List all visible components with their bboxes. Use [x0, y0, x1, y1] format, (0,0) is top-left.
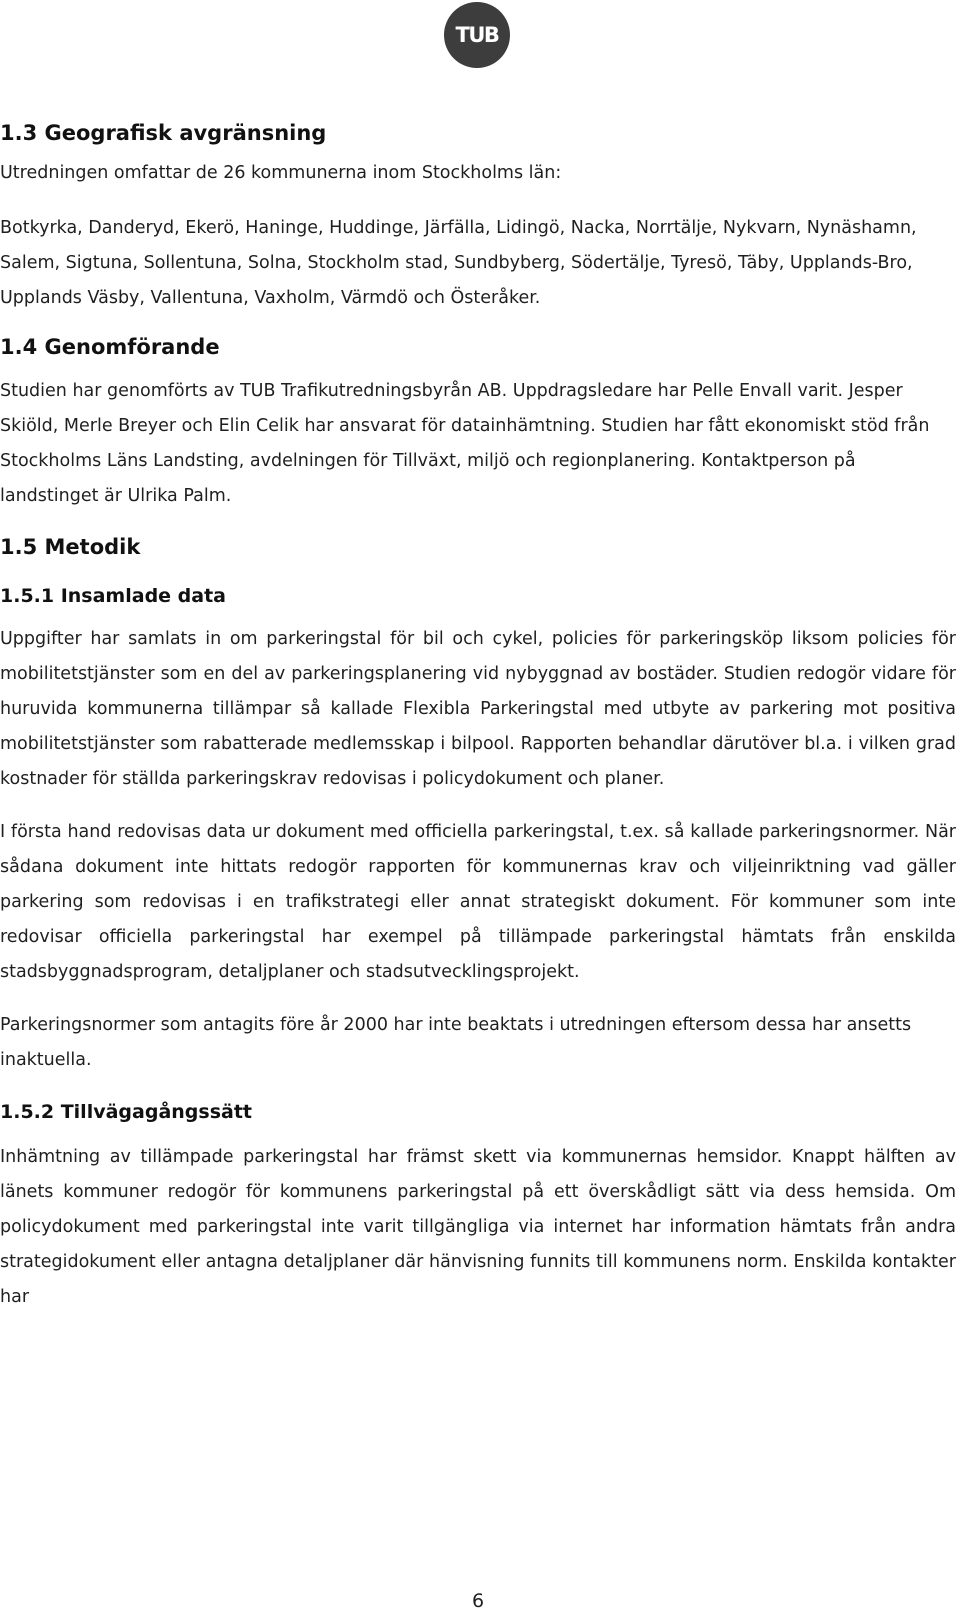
tub-logo: [444, 2, 510, 68]
paragraph-procedure: Inhämtning av tillämpade parkeringstal har främst skett via kommunernas hemsidor. Knappt hälften av länets kommuner redogör för kommunens parkeringstal på ett överskådligt sätt via dess hemsida. Om policydokument med parkeringstal inte varit tillgängliga via internet har information hämtats från andra strategidokument eller antagna detaljplaner där hänvisning funnits till kommunens norm. Enskilda kontakter har: [0, 1147, 956, 1307]
paragraph-collected-data-3: Parkeringsnormer som antagits före år 2000 har inte beaktats i utredningen eftersom dessa har ansetts inaktuella.: [0, 1015, 912, 1070]
heading-1-5-2: 1.5.2 Tillvägagångssätt: [0, 1101, 252, 1123]
logo-text: TUB: [455, 23, 499, 47]
document-body: [0, 118, 956, 1315]
paragraph-scope-intro: Utredningen omfattar de 26 kommunerna inom Stockholms län:: [0, 163, 562, 183]
heading-1-5: 1.5 Metodik: [0, 535, 141, 559]
heading-1-4: 1.4 Genomförande: [0, 335, 220, 359]
heading-1-3: 1.3 Geografisk avgränsning: [0, 121, 327, 145]
paragraph-municipality-list: Botkyrka, Danderyd, Ekerö, Haninge, Huddinge, Järfälla, Lidingö, Nacka, Norrtälje, Nykvarn, Nynäshamn, Salem, Sigtuna, Sollentuna, Solna, Stockholm stad, Sundbyberg, Södertälje, Tyresö, Täby, Upplands-Bro, Upplands Väsby, Vallentuna, Vaxholm, Värmdö och Österåker.: [0, 218, 917, 308]
page-number: 6: [471, 1590, 485, 1612]
paragraph-collected-data-2: I första hand redovisas data ur dokument med officiella parkeringstal, t.ex. så kallade parkeringsnormer. När sådana dokument inte hittats redogör rapporten för kommunernas krav och viljeinriktning vad gäller parkering som redovisas i en trafikstrategi eller annat strategiskt dokument. För kommuner som inte redovisar officiella parkeringstal har exempel på tillämpade parkeringstal hämtats från enskilda stadsbyggnadsprogram, detaljplaner och stadsutvecklingsprojekt.: [0, 822, 956, 982]
heading-1-5-1: 1.5.1 Insamlade data: [0, 585, 226, 607]
paragraph-execution: Studien har genomförts av TUB Trafikutredningsbyrån AB. Uppdragsledare har Pelle Envall varit. Jesper Skiöld, Merle Breyer och Elin Celik har ansvarat för datainhämtning. Studien har fått ekonomiskt stöd från Stockholms Läns Landsting, avdelningen för Tillväxt, miljö och regionplanering. Kontaktperson på landstinget är Ulrika Palm.: [0, 381, 930, 506]
paragraph-collected-data-1: Uppgifter har samlats in om parkeringstal för bil och cykel, policies för parkeringsköp liksom policies för mobilitetstjänster som en del av parkeringsplanering vid nybyggnad av bostäder. Studien redogör vidare för huruvida kommunerna tillämpar så kallade Flexibla Parkeringstal med utbyte av parkering mot positiva mobilitetstjänster som rabatterade medlemsskap i bilpool. Rapporten behandlar därutöver bl.a. i vilken grad kostnader för ställda parkeringskrav redovisas i policydokument och planer.: [0, 629, 956, 789]
